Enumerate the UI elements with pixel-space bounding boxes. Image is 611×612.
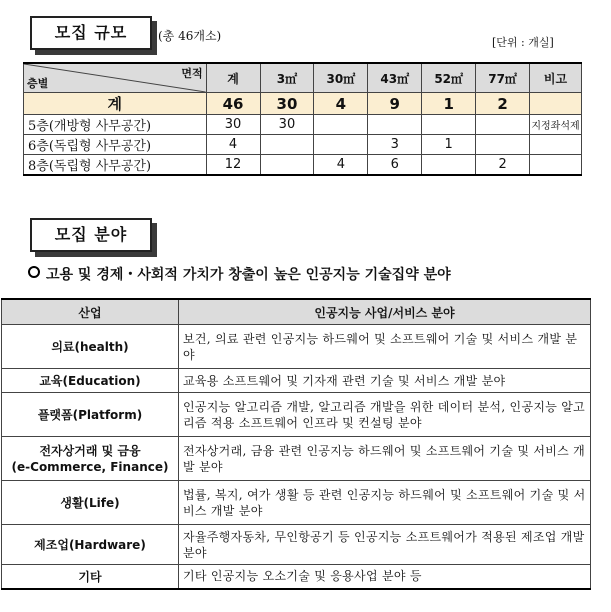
table-cell: 1 (422, 135, 476, 155)
table-row (2, 437, 591, 481)
col-header: 비고 (530, 63, 582, 93)
total-row (24, 93, 582, 115)
industry-cell: 전자상거래 및 금융 (e-Commerce, Finance) (2, 437, 179, 481)
table-cell (476, 135, 530, 155)
field-cell: 법률, 복지, 여가 생활 등 관련 인공지능 하드웨어 및 소프트웨어 기술 및 서비스 개발 분야 (179, 481, 591, 525)
bullet-text: 고용 및 경제・사회적 가치가 창출이 높은 인공지능 기술집약 분야 (46, 267, 451, 283)
table-row (2, 393, 591, 437)
total-cell: 1 (422, 93, 476, 115)
field-cell: 자율주행자동차, 무인항공기 등 인공지능 소프트웨어가 적용된 제조업 개발 분야 (179, 525, 591, 565)
field-cell: 전자상거래, 금융 관련 인공지능 하드웨어 및 소프트웨어 기술 및 서비스 개발 분야 (179, 437, 591, 481)
industry-cell: 기타 (2, 565, 179, 589)
table-cell: 4 (314, 155, 368, 176)
table-cell: 12 (206, 155, 260, 176)
floor-header-label: 층별 (27, 77, 49, 90)
remark-cell: 지정좌석제 (530, 115, 582, 135)
industry-cell: 의료(health) (2, 325, 179, 369)
section-title-recruit-size: 모집 규모 (30, 16, 152, 50)
table-cell (476, 115, 530, 135)
total-cell: 9 (368, 93, 422, 115)
table-cell (422, 155, 476, 176)
recruit-size-table (23, 62, 582, 176)
table-row (2, 481, 591, 525)
diagonal-header-cell (24, 63, 207, 93)
table-cell (368, 115, 422, 135)
table-row (2, 525, 591, 565)
remark-cell (530, 135, 582, 155)
table-cell: 6 (368, 155, 422, 176)
table-row (24, 115, 582, 135)
industry-cell: 제조업(Hardware) (2, 525, 179, 565)
table-cell: 3 (368, 135, 422, 155)
table-cell (422, 115, 476, 135)
total-row-label: 계 (24, 93, 207, 115)
area-header-label: 면적 (181, 67, 203, 80)
field-description-bullet (28, 264, 451, 284)
col-header: 77㎡ (476, 63, 530, 93)
total-count-note: (총 46개소) (158, 29, 222, 43)
section-title-recruit-field: 모집 분야 (30, 218, 152, 252)
field-header: 인공지능 사업/서비스 분야 (179, 299, 591, 325)
industry-cell: 교육(Education) (2, 369, 179, 393)
table-cell: 4 (206, 135, 260, 155)
floor-label: 5층(개방형 사무공간) (24, 115, 207, 135)
table-row (2, 565, 591, 589)
table-row (24, 155, 582, 176)
total-cell: 46 (206, 93, 260, 115)
industry-cell: 플랫폼(Platform) (2, 393, 179, 437)
table-cell (314, 115, 368, 135)
total-cell: 4 (314, 93, 368, 115)
table-cell: 2 (476, 155, 530, 176)
table-cell (260, 155, 314, 176)
table-cell (260, 135, 314, 155)
unit-label: [단위 : 개실] (492, 36, 554, 49)
col-header: 43㎡ (368, 63, 422, 93)
floor-label: 8층(독립형 사무공간) (24, 155, 207, 176)
circle-bullet-icon (28, 266, 40, 278)
table-row (2, 369, 591, 393)
table-row (2, 325, 591, 369)
table-cell: 30 (206, 115, 260, 135)
table-cell (314, 135, 368, 155)
col-header: 30㎡ (314, 63, 368, 93)
field-cell: 교육용 소프트웨어 및 기자재 관련 기술 및 서비스 개발 분야 (179, 369, 591, 393)
table-row (24, 135, 582, 155)
total-cell: 2 (476, 93, 530, 115)
total-cell (530, 93, 582, 115)
col-header: 3㎡ (260, 63, 314, 93)
field-cell: 인공지능 알고리즘 개발, 알고리즘 개발을 위한 데이터 분석, 인공지능 알고리즘 적용 소프트웨어 인프라 및 컨설팅 분야 (179, 393, 591, 437)
field-cell: 기타 인공지능 오소기술 및 응용사업 분야 등 (179, 565, 591, 589)
industry-header: 산업 (2, 299, 179, 325)
table-header-row (2, 299, 591, 325)
table-header-row (24, 63, 582, 93)
remark-cell (530, 155, 582, 176)
recruit-field-table (1, 298, 591, 590)
total-cell: 30 (260, 93, 314, 115)
floor-label: 6층(독립형 사무공간) (24, 135, 207, 155)
col-header: 계 (206, 63, 260, 93)
col-header: 52㎡ (422, 63, 476, 93)
field-cell: 보건, 의료 관련 인공지능 하드웨어 및 소프트웨어 기술 및 서비스 개발 분야 (179, 325, 591, 369)
industry-cell: 생활(Life) (2, 481, 179, 525)
table-cell: 30 (260, 115, 314, 135)
